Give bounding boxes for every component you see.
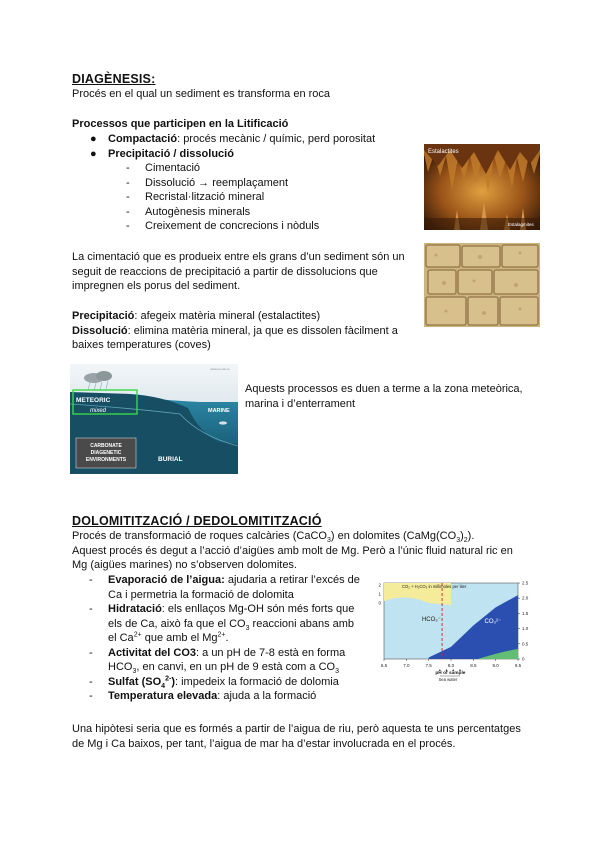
subscript: 2	[463, 537, 468, 545]
cemented-stone-image	[424, 243, 540, 327]
bullet-item	[90, 132, 376, 147]
paragraph-line: Una hipòtesi seria que es formés a partir de l’aigua de riu, però aquesta te uns percentatges	[72, 723, 521, 735]
factor-desc: el Ca	[108, 632, 134, 644]
subscript: 3	[245, 624, 250, 632]
x-tick-label: 9.5	[514, 663, 522, 668]
intro-line-1	[72, 529, 513, 544]
bullet-term: Precipitació / dissolució	[108, 147, 234, 160]
paragraph-line: Aquests processos es duen a terme a la zona meteòrica,	[245, 383, 523, 395]
list-item	[89, 573, 360, 588]
dissolution-line	[72, 324, 398, 339]
diagenesis-definition: Procés en el qual un sediment es transforma en roca	[72, 88, 331, 100]
subscript: 3	[326, 537, 331, 545]
y-tick-label-right: 1.0	[522, 626, 529, 632]
factor-term: Hidratació	[108, 603, 162, 615]
paragraph-line: seguit de reaccions de precipitació a partir de dissolucions que	[72, 265, 378, 278]
list-item-continuation	[108, 588, 360, 603]
x-tick-label: 7.0	[403, 663, 410, 668]
subitem-text: Cimentació	[145, 162, 201, 174]
superscript: 2-	[165, 674, 172, 682]
intro-text: )	[460, 530, 464, 542]
processes-heading: Processos que participen en la Litificació	[72, 118, 289, 130]
diagenesis-title-colon: :	[151, 72, 156, 86]
paragraph-line: de Mg i Ca baixos, per tant, l’aigua de mar ha d’estar involucrada en el procés.	[72, 737, 456, 750]
diagram-credit: www.ux.uis.no	[210, 367, 230, 371]
subscript: 4	[161, 682, 166, 690]
precipitation-desc: : afegeix matèria mineral (estalactites)	[134, 310, 321, 322]
subitem-text: Recristal·lització mineral	[145, 191, 265, 203]
list-item	[89, 646, 360, 661]
process-subitems	[126, 161, 320, 234]
dissolution-line-2: baixes temperatures (coves)	[72, 339, 211, 351]
stone-wall-photo	[424, 243, 540, 327]
carbonate-chart-svg	[368, 575, 540, 683]
x-tick-label: 8.0	[447, 663, 455, 668]
subitem-text: Dissolució → reemplaçament	[145, 176, 289, 189]
hco3-label: HCO₃⁻	[421, 617, 441, 623]
burial-label: BURIAL	[158, 456, 183, 463]
paragraph-line: La cimentació que es produeix entre els grans d’un sediment són un	[72, 251, 405, 263]
intro-line-3: Mg (aigües marines) no s’observen dolomites.	[72, 559, 297, 571]
cave-photo-caption: Estalactites	[428, 149, 459, 155]
y-tick-label-left: 1	[378, 591, 381, 597]
dash-marker: -	[126, 162, 130, 174]
mixed-label: mixed	[90, 408, 107, 414]
cave-stalactites-image	[424, 144, 540, 230]
superscript: 2+	[217, 631, 226, 639]
superscript: 2+	[133, 631, 142, 639]
y-tick-label-right: 2.5	[522, 580, 529, 586]
sea-water-label: Sea water	[438, 677, 458, 682]
paragraph-line: marina i d’enterrament	[245, 397, 356, 410]
intro-text: Procés de transformació de roques calcàries (CaCO	[72, 530, 327, 542]
factor-desc: : a un pH de 7-8 està en forma	[196, 646, 346, 659]
y-tick-label-left: 0	[378, 600, 381, 606]
co3-label: CO₃²⁻	[484, 619, 502, 625]
section1-title	[72, 72, 155, 86]
chart-title: CO₂ + H₂CO₃ in millimoles per liter	[402, 584, 467, 589]
diagenetic-zones-svg	[70, 364, 238, 474]
x-axis-label: pH of sample	[435, 671, 466, 676]
x-tick-label: 8.5	[470, 663, 477, 668]
factor-desc: : ajuda a la formació	[217, 690, 317, 702]
section2-title: DOLOMITITZACIÓ / DEDOLOMITITZACIÓ	[72, 514, 322, 528]
factor-term: Sulfat (SO	[108, 675, 162, 688]
intro-text: ) en dolomites (CaMg(CO	[330, 530, 457, 542]
factor-desc: que amb el Mg	[141, 632, 218, 644]
dash-marker: -	[89, 574, 93, 586]
factor-term: Evaporació de l’aigua:	[108, 574, 225, 586]
list-item	[89, 674, 360, 690]
bullet-marker: ●	[90, 147, 97, 160]
subscript: 3	[132, 668, 137, 676]
factor-term: )	[171, 675, 175, 688]
factor-desc: reaccioni abans amb	[249, 617, 355, 630]
factor-term: Activitat del CO3	[108, 646, 197, 659]
factor-desc: HCO	[108, 661, 133, 673]
y-tick-label-right: 1.5	[522, 610, 529, 616]
bullet-term: Compactació	[108, 133, 178, 145]
intro-text: ).	[467, 530, 475, 542]
dash-marker: -	[89, 646, 93, 659]
dash-marker: -	[89, 690, 93, 702]
zones-paragraph	[245, 382, 523, 411]
factor-desc: Ca i permetria la formació de dolomita	[108, 588, 294, 601]
y-tick-label-right: 0.5	[522, 641, 529, 647]
carbonate-ph-chart	[368, 575, 540, 683]
list-item	[126, 161, 319, 176]
list-item-continuation	[108, 660, 360, 675]
list-item	[89, 602, 360, 617]
dash-marker: -	[89, 675, 93, 688]
y-tick-label-right: 0	[522, 656, 525, 662]
intro-line-2: Aquest procés és degut a l’acció d’aigües amb molt de Mg. Però a l’únic fluid natural ric en	[72, 544, 513, 557]
bullet-item	[90, 147, 375, 162]
list-item-continuation	[108, 617, 360, 632]
bullet-rest: : procés mecànic / químic, perd porositat	[177, 133, 376, 145]
list-item	[126, 219, 320, 234]
cave-photo-corner-label: Estalagmites	[508, 222, 534, 227]
dash-marker: -	[126, 191, 130, 203]
factor-desc: .	[225, 632, 229, 644]
cave-photo	[424, 144, 540, 230]
x-tick-label: 9.0	[492, 663, 499, 668]
subitem-text: Autogènesis minerals	[145, 205, 251, 218]
y-tick-label-right: 2.0	[522, 595, 529, 601]
dash-marker: -	[126, 205, 130, 218]
paragraph-line: impregnen els porus del sediment.	[72, 280, 241, 292]
marine-label: MARINE	[208, 408, 230, 414]
list-item	[126, 190, 319, 205]
dash-marker: -	[126, 176, 130, 189]
meteoric-label: METEORIC	[76, 397, 111, 404]
factor-term: Temperatura elevada	[108, 690, 218, 702]
factor-desc: : els enllaços Mg-OH són més forts que	[161, 603, 355, 615]
diagenetic-zones-diagram	[70, 364, 238, 474]
list-item	[89, 689, 360, 704]
dolomite-intro	[72, 529, 513, 573]
environment-box-line: ENVIRONMENTS	[85, 457, 127, 463]
precip-dissol-paragraph	[72, 309, 398, 353]
x-tick-label: 7.5	[425, 663, 432, 668]
precipitation-line	[72, 309, 398, 324]
conclusion-paragraph	[72, 722, 521, 751]
list-item-continuation	[108, 631, 360, 646]
cementation-paragraph	[72, 250, 405, 294]
subitem-text: Creixement de concrecions i nòduls	[145, 220, 320, 232]
dissolution-desc: : elimina matèria mineral, ja que es dissolen fàcilment a	[127, 324, 398, 337]
dash-marker: -	[126, 220, 130, 232]
dolomite-factors-list	[89, 573, 360, 704]
dash-marker: -	[89, 603, 93, 615]
precipitation-term: Precipitació	[72, 310, 135, 322]
factor-desc: ajudaria a retirar l’excés de	[224, 574, 360, 586]
x-tick-label: 6.5	[380, 663, 388, 668]
y-tick-label-left: 2	[378, 582, 381, 588]
list-item	[126, 205, 319, 220]
subscript: 3	[335, 668, 339, 676]
environment-box-line: DIAGENETIC	[90, 450, 122, 456]
diagenesis-title-text: DIAGÈNESIS	[72, 72, 152, 86]
factor-desc: , en canvi, en un pH de 9 està com a CO	[136, 661, 336, 673]
factor-desc: : impedeix la formació de dolomia	[174, 675, 339, 688]
factor-desc: els de Ca, això fa que el CO	[108, 617, 246, 630]
list-item	[126, 176, 319, 191]
bullet-marker: ●	[90, 133, 97, 145]
environment-box-line: CARBONATE	[90, 443, 122, 449]
dissolution-term: Dissolució	[72, 324, 128, 337]
process-bullets	[90, 132, 376, 161]
subscript: 3	[456, 537, 461, 545]
